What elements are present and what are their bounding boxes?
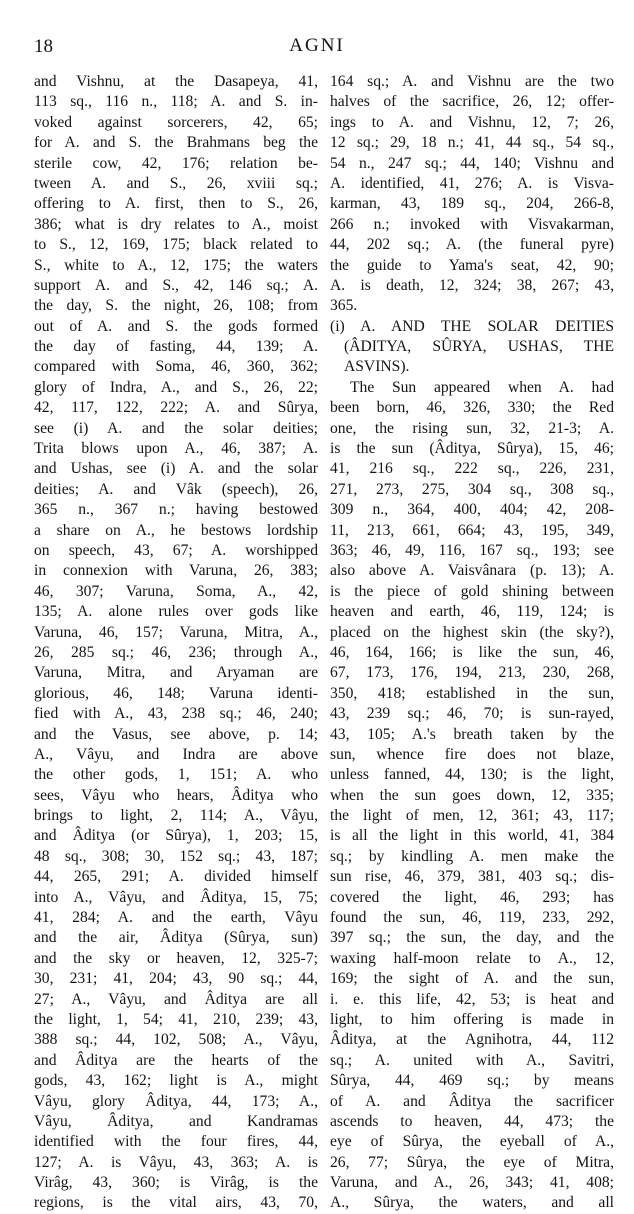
text-line: and Âditya (or Sûrya), 1, 203; 15, (34, 827, 318, 845)
text-line: see (i) A. and the solar deities; (34, 419, 318, 437)
text-line: 41, 284; A. and the earth, Vâyu (34, 909, 318, 927)
text-line: offering to A. first, then to S., 26, (34, 195, 318, 213)
text-line: The Sun appeared when A. had (350, 378, 614, 396)
text-line: one, the rising sun, 32, 21-3; A. (330, 419, 614, 437)
text-line: A. identified, 41, 276; A. is Visva- (330, 174, 614, 192)
text-line: Vâyu, glory Âditya, 44, 173; A., (34, 1092, 318, 1110)
text-line: and the Vasus, see above, p. 14; (34, 725, 318, 743)
text-line: 44, 265, 291; A. divided himself (34, 868, 318, 886)
text-line: A. is death, 12, 324; 38, 267; 43, (330, 276, 614, 294)
text-line: 135; A. alone rules over gods like (34, 603, 318, 621)
text-line: also above A. Vaisvânara (p. 13); A. (330, 562, 614, 580)
text-line: of A. and Âditya the sacrificer (330, 1092, 614, 1110)
text-line: and Âditya are the hearts of the (34, 1051, 318, 1069)
text-line: 127; A. is Vâyu, 43, 363; A. is (34, 1153, 318, 1171)
text-line: 43, 105; A.'s breath taken by the (330, 725, 614, 743)
text-line: heaven and earth, 46, 119, 124; is (330, 603, 614, 621)
text-line: 46, 164, 166; is like the sun, 46, (330, 643, 614, 661)
text-line: to S., 12, 169, 175; black related to (34, 236, 318, 254)
text-line: found the sun, 46, 119, 233, 292, (330, 909, 614, 927)
text-line: 350, 418; established in the sun, (330, 684, 614, 702)
text-line: sq.; by kindling A. men make the (330, 847, 614, 865)
text-line: 388 sq.; 44, 102, 508; A., Vâyu, (34, 1031, 318, 1049)
right-text-column (330, 72, 614, 1214)
text-line: 397 sq.; the sun, the day, and the (330, 929, 614, 947)
text-line: 26, 285 sq.; 46, 236; through A., (34, 643, 318, 661)
text-line: halves of the sacrifice, 26, 12; offer- (330, 93, 614, 111)
page-header (0, 30, 634, 58)
text-line: deities; A. and Vâk (speech), 26, (34, 480, 318, 498)
text-line: 271, 273, 275, 304 sq., 308 sq., (330, 480, 614, 498)
text-line: is the piece of gold shining between (330, 582, 614, 600)
text-line: out of A. and S. the gods formed (34, 317, 318, 335)
text-line: ascends to heaven, 44, 473; the (330, 1112, 614, 1130)
text-line: Varuna, Mitra, and Aryaman are (34, 664, 318, 682)
text-line: 113 sq., 116 n., 118; A. and S. in- (34, 93, 318, 111)
text-line: a share on A., he bestows lordship (34, 521, 318, 539)
text-line: 26, 77; Sûrya, the eye of Mitra, (330, 1153, 614, 1171)
text-line: 44, 202 sq.; A. (the funeral pyre) (330, 236, 614, 254)
text-line: 365. (330, 297, 358, 315)
running-title: AGNI (289, 35, 345, 56)
text-line: compared with Soma, 46, 360, 362; (34, 358, 318, 376)
text-line: (ÂDITYA, SÛRYA, USHAS, THE (344, 338, 614, 356)
text-line: the day, S. the night, 26, 108; from (34, 297, 318, 315)
text-line: the guide to Yama's seat, 42, 90; (330, 256, 614, 274)
text-line: ings to A. and Vishnu, 12, 7; 26, (330, 113, 614, 131)
text-line: and Ushas, see (i) A. and the solar (34, 460, 318, 478)
text-line: 41, 216 sq., 222 sq., 226, 231, (330, 460, 614, 478)
text-line: 67, 173, 176, 194, 213, 230, 268, (330, 664, 614, 682)
text-line: and the sky or heaven, 12, 325-7; (34, 949, 318, 967)
text-line: S., white to A., 12, 175; the waters (34, 256, 318, 274)
text-line: glory of Indra, A., and S., 26, 22; (34, 378, 318, 396)
text-line: into A., Vâyu, and Âditya, 15, 75; (34, 888, 318, 906)
text-line: the light of men, 12, 361; 43, 117; (330, 807, 614, 825)
text-line: Sûrya, 44, 469 sq.; by means (330, 1072, 614, 1090)
text-line: 43, 239 sq.; 46, 70; is sun-rayed, (330, 705, 614, 723)
text-line: light, to him offering is made in (330, 1010, 614, 1028)
text-line: sun rise, 46, 379, 381, 403 sq.; dis- (330, 868, 614, 886)
text-line: and the air, Âditya (Sûrya, sun) (34, 929, 318, 947)
text-line: Varuna, 46, 157; Varuna, Mitra, A., (34, 623, 318, 641)
text-line: i. e. this life, 42, 53; is heat and (330, 990, 614, 1008)
text-line: 164 sq.; A. and Vishnu are the two (330, 73, 614, 90)
text-line: sees, Vâyu who hears, Âditya who (34, 786, 318, 804)
text-line: gods, 43, 162; light is A., might (34, 1072, 318, 1090)
text-line: on speech, 43, 67; A. worshipped (34, 541, 318, 559)
text-line: the light, 1, 54; 41, 210, 239; 43, (34, 1010, 318, 1028)
text-line: Vâyu, Âditya, and Kandramas (34, 1112, 318, 1130)
text-line: Âditya, at the Agnihotra, 44, 112 (330, 1031, 614, 1049)
text-line: 11, 213, 661, 664; 43, 195, 349, (330, 521, 614, 539)
text-line: 27; A., Vâyu, and Âditya are all (34, 990, 318, 1008)
left-text-column (34, 72, 318, 1214)
text-line: 12 sq.; 29, 18 n.; 41, 44 sq., 54 sq., (330, 134, 614, 152)
text-line: sun, whence fire does not blaze, (330, 745, 614, 763)
text-line: fied with A., 43, 238 sq.; 46, 240; (34, 705, 318, 723)
text-line: is all the light in this world, 41, 384 (330, 827, 614, 845)
text-line: 48 sq., 308; 30, 152 sq.; 43, 187; (34, 847, 318, 865)
text-line: glorious, 46, 148; Varuna identi- (34, 684, 318, 702)
text-line: Virâg, 43, 360; is Virâg, is the (34, 1174, 318, 1192)
text-line: regions, is the vital airs, 43, 70, (34, 1194, 318, 1212)
text-line: karman, 43, 189 sq., 204, 266-8, (330, 195, 614, 213)
text-line: Varuna, and A., 26, 343; 41, 408; (330, 1174, 614, 1192)
text-line: is the sun (Âditya, Sûrya), 15, 46; (330, 440, 614, 458)
text-line: 386; what is dry relates to A., moist (34, 215, 318, 233)
text-line: A., Vâyu, and Indra are above (34, 745, 318, 763)
text-line: 46, 307; Varuna, Soma, A., 42, (34, 582, 318, 600)
text-line: brings to light, 2, 114; A., Vâyu, (34, 807, 318, 825)
text-line: sq.; A. united with A., Savitri, (330, 1051, 614, 1069)
text-line: tween A. and S., 26, xviii sq.; (34, 174, 318, 192)
text-line: in connexion with Varuna, 26, 383; (34, 562, 318, 580)
text-line: the other gods, 1, 151; A. who (34, 766, 318, 784)
text-line: support A. and S., 42, 146 sq.; A. (34, 276, 318, 294)
text-line: ASVINS). (344, 358, 410, 376)
text-line: 169; the sight of A. and the sun, (330, 970, 614, 988)
text-line: sterile cow, 42, 176; relation be- (34, 154, 318, 172)
page-number: 18 (34, 36, 53, 57)
text-line: and Vishnu, at the Dasapeya, 41, (34, 73, 318, 90)
text-line: voked against sorcerers, 42, 65; (34, 113, 318, 131)
text-line: 30, 231; 41, 204; 43, 90 sq.; 44, (34, 970, 318, 988)
text-line: for A. and S. the Brahmans beg the (34, 134, 318, 152)
text-line: identified with the four fires, 44, (34, 1133, 318, 1151)
text-line: (i) A. AND THE SOLAR DEITIES (330, 317, 614, 335)
text-line: covered the light, 46, 293; has (330, 888, 614, 906)
text-line: waxing half-moon relate to A., 12, (330, 949, 614, 967)
text-line: 365 n., 367 n.; having bestowed (34, 501, 318, 519)
text-line: the day of fasting, 44, 139; A. (34, 338, 318, 356)
text-line: 363; 46, 49, 116, 167 sq., 193; see (330, 541, 614, 559)
text-line: 42, 117, 122, 222; A. and Sûrya, (34, 399, 318, 417)
text-line: 266 n.; invoked with Visvakarman, (330, 215, 614, 233)
text-line: 309 n., 364, 400, 404; 42, 208- (330, 501, 614, 519)
text-line: eye of Sûrya, the eyeball of A., (330, 1133, 614, 1151)
text-line: unless fanned, 44, 130; is the light, (330, 766, 614, 784)
text-line: when the sun goes down, 12, 335; (330, 786, 614, 804)
text-line: A., Sûrya, the waters, and all (330, 1194, 614, 1212)
text-line: placed on the highest skin (the sky?), (330, 623, 614, 641)
text-line: been born, 46, 326, 330; the Red (330, 399, 614, 417)
text-line: Trita blows upon A., 46, 387; A. (34, 440, 318, 458)
text-line: 54 n., 247 sq.; 44, 140; Vishnu and (330, 154, 614, 172)
